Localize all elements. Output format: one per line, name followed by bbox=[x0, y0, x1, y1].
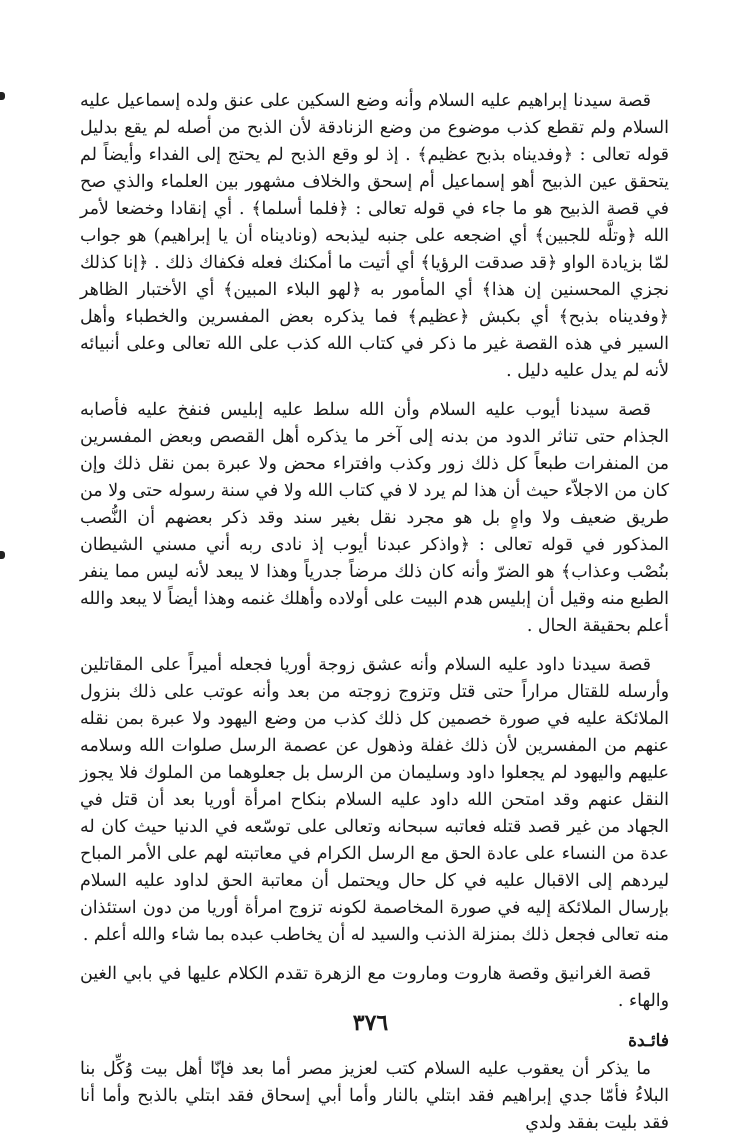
paragraph-gharaniq: قصة الغرانيق وقصة هاروت وماروت مع الزهرة تقدم الكلام عليها في بابي الغين والهاء . bbox=[80, 964, 669, 1011]
page-body bbox=[80, 88, 669, 1137]
paragraph-ayyub: قصة سيدنا أيوب عليه السلام وأن الله سلط عليه إبليس فنفخ عليه فأصابه الجذام حتى تناثر الدود من بدنه إلى آخر ما يذكره أهل القصص وبعض المفسرين من المنفرات طبعاً كل ذلك زور وكذب وافتراء محض ولا عبرة بمن نقل ذلك وإن كان من الاجلاّء حيث أن هذا لم يرد لا في كتاب الله ولا في سنة رسوله حتى ولا من طريق ضعيف ولا واهٍ بل هو مجرد نقل بغير سند وقد ذكر بعضهم أن النُّصب المذكور في قوله تعالى : ﴿واذكر عبدنا أيوب إذ نادى ربه أني مسني الشيطان بنُصْب وعذاب﴾ هو الضرّ وأنه كان ذلك مرضاً جدرياً وهذا لا يبعد لأنه ليس مما ينفر الطبع منه وقيل أن إبليس هدم البيت على أولاده وأهلك غنمه وهذا أيضاً لا يبعد والله أعلم بحقيقة الحال . bbox=[80, 400, 669, 636]
page-number: ٣٧٦ bbox=[352, 1010, 389, 1036]
paragraph-dawud: قصة سيدنا داود عليه السلام وأنه عشق زوجة أوريا فجعله أميراً على المقاتلين وأرسله للقتال مراراً حتى قتل وتزوج زوجته من بعد وأنه عوتب على ذلك بنزول الملائكة عليه في صورة خصمين كل ذلك كذب من وضع اليهود ولا عبرة بمن نقله عنهم من المفسرين لأن ذلك غفلة وذهول عن عصمة الرسل صلوات الله وسلامه عليهم واليهود لم يجعلوا داود وسليمان من الرسل بل جعلوهما من الملوك فلا يجوز النقل عنهم وقد امتحن الله داود عليه السلام بنكاح امرأة أوريا بعد أن قتل في الجهاد من غير قصد قتله فعاتبه سبحانه وتعالى على توسّعه في الدنيا حيث كان له عدة من النساء على عادة الحق مع الرسل الكرام في معاتبته لهم على الأمر المباح ليردهم إلى الاقبال عليه في كل حال ويحتمل أن معاتبة الحق لداود عليه السلام بإرسال الملائكة إليه في صورة المخاصمة لكونه تزوج امرأة أوريا من دون استئذان منه تعالى فجعل ذلك بمنزلة الذنب والسيد له أن يخاطب عبده بما شاء والله أعلم . bbox=[80, 655, 669, 945]
paragraph-fawaid: ما يذكر أن يعقوب عليه السلام كتب لعزيز مصر أما بعد فإنّا أهل بيت وُكِّل بنا البلاءُ فأمّا جدي إبراهيم فقد ابتلي بالنار وأما أبي إسحاق فقد ابتلي بالذبح وأما أنا فقد بليت بفقد ولدي bbox=[80, 1059, 669, 1133]
section-title: فائـدة bbox=[628, 1031, 669, 1051]
page-edge-mark bbox=[0, 551, 5, 559]
page-edge-mark bbox=[0, 92, 5, 100]
paragraph-ibrahim: قصة سيدنا إبراهيم عليه السلام وأنه وضع السكين على عنق ولده إسماعيل عليه السلام ولم تقطع كذب موضوع من وضع الزنادقة لأن الذبح من أصله لم يقع بدليل قوله تعالى : ﴿وفديناه بذبح عظيم﴾ . إذ لو وقع الذبح لم يحتج إلى الفداء وأيضاً لم يتحقق عين الذبيح أهو إسماعيل أم إسحق والخلاف مشهور بين العلماء والذي صح في قصة الذبيح هو ما جاء في قوله تعالى : ﴿فلما أسلما﴾ . أي إنقادا وخضعا لأمر الله ﴿وتلَّه للجبين﴾ أي اضجعه على جنبه ليذبحه (وناديناه أن يا إبراهيم) هو جواب لمّا بزيادة الواو ﴿قد صدقت الرؤيا﴾ أي أتيت ما أمكنك فعله فكفاك ذلك . ﴿إنا كذلك نجزي المحسنين إن هذا﴾ أي المأمور به ﴿لهو البلاء المبين﴾ أي الأختبار الظاهر ﴿وفديناه بذبح﴾ أي بكبش ﴿عظيم﴾ فما يذكره بعض المفسرين والخطباء وأهل السير في هذه القصة غير ما ذكر في كتاب الله كذب على الله تعالى وعلى أنبيائه لأنه لم يدل عليه دليل . bbox=[80, 91, 669, 381]
